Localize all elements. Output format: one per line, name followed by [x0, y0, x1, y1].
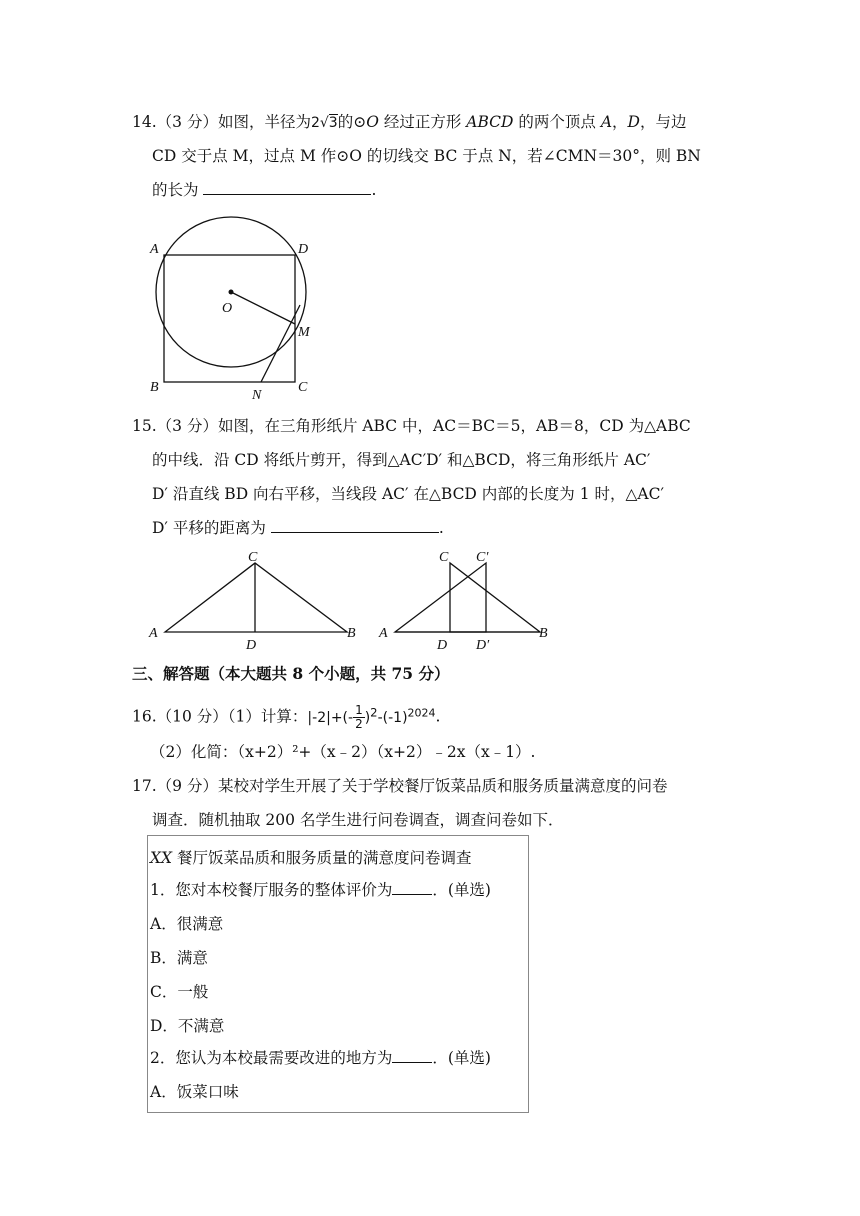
section-3-heading: 三、解答题（本大题共 8 个小题，共 75 分）: [132, 664, 450, 683]
q14-text-rest1: 经过正方形: [378, 113, 467, 131]
radius-expression: [311, 114, 338, 131]
q15-figure-2: [375, 545, 575, 655]
q14-line2: CD 交于点 M，过点 M 作⊙O 的切线交 BC 于点 N，若∠CMN＝30°，则 BN: [152, 147, 701, 165]
label-n: N: [252, 388, 262, 400]
label-o: O: [222, 301, 233, 316]
fig2-label-c-prime: C′: [476, 550, 489, 565]
center-dot: [229, 290, 234, 295]
q14-line1: [132, 112, 687, 133]
q15-line4: [152, 518, 444, 538]
q15-line3: D′ 沿直线 BD 向右平移，当线段 AC′ 在△BCD 内部的长度为 1 时，△AC′: [152, 485, 664, 503]
survey-q1: [150, 880, 491, 900]
radius-root: 3: [328, 115, 338, 131]
label-a: A: [150, 242, 159, 257]
q15-line1: 15.（3 分）如图，在三角形纸片 ABC 中，AC＝BC＝5，AB＝8，CD 为△ABC: [132, 417, 691, 435]
triangle-ac2d2: [395, 563, 486, 632]
fraction-half: [353, 704, 365, 731]
q16-expression: [307, 703, 436, 732]
q14-period: .: [371, 181, 377, 199]
survey-q1-blank[interactable]: [392, 880, 432, 895]
exp-2: 2: [370, 705, 378, 719]
survey-title-text: 餐厅饭菜品质和服务质量的满意度问卷调查: [172, 849, 472, 867]
square-abcd: [164, 255, 295, 382]
fig1-label-a: A: [149, 626, 158, 641]
fig2-label-d: D: [437, 638, 448, 653]
fig1-label-d: D: [246, 638, 257, 653]
radius-coef: 2: [310, 115, 320, 131]
label-m: M: [298, 325, 310, 340]
fig1-label-b: B: [347, 626, 356, 641]
q14-comma: ，: [612, 113, 628, 131]
survey-q2-text: 2．您认为本校最需要改进的地方为: [150, 1049, 393, 1067]
q14-text-mid: 的⊙: [337, 113, 367, 131]
q14-answer-blank[interactable]: [203, 180, 371, 195]
survey-title-xx: XX: [150, 849, 173, 867]
triangle-abc: [165, 563, 347, 632]
survey-box: [147, 835, 529, 1113]
q14-answer-prompt: 的长为: [152, 181, 199, 199]
survey-opt-a: A．很满意: [150, 915, 224, 933]
survey-opt-c: C．一般: [150, 983, 209, 1001]
fig2-label-b: B: [539, 626, 548, 641]
fig2-label-c: C: [439, 550, 449, 565]
survey-q2-suffix: ．(单选): [432, 1049, 491, 1067]
survey-opt-b: B．满意: [150, 949, 208, 967]
label-d: D: [298, 242, 309, 257]
q15-period: .: [438, 519, 444, 537]
expr-minus: -(-1): [377, 709, 408, 726]
q15-figure-1: [145, 545, 365, 655]
q14-circle-o: O: [366, 113, 379, 131]
fig1-label-c: C: [248, 550, 258, 565]
survey-q2-opt-a: A．饭菜口味: [150, 1083, 239, 1101]
fig2-label-d-prime: D′: [476, 638, 490, 653]
q16-period: .: [435, 707, 441, 726]
expr-abs: |-2|+(-: [307, 709, 354, 726]
sqrt-symbol: √: [319, 115, 329, 131]
triangle-bcd: [450, 563, 540, 632]
survey-q2-blank[interactable]: [392, 1048, 432, 1063]
q16-line2: （2）化简：（x+2）²+（x﹣2）（x+2）﹣2x（x﹣1）.: [150, 743, 536, 761]
label-c: C: [298, 380, 308, 395]
survey-title: [150, 848, 472, 868]
survey-q2: [150, 1048, 491, 1068]
expr-close: ): [364, 709, 371, 726]
q14-point-d: D: [627, 113, 640, 131]
q15-answer-prompt: D′ 平移的距离为: [152, 519, 266, 537]
q14-text-rest3: ，与边: [639, 113, 687, 131]
label-b: B: [150, 380, 159, 395]
frac-numerator: 1: [355, 703, 363, 718]
q14-figure: [140, 210, 340, 400]
radius-om: [231, 292, 295, 324]
q16-prompt: 16.（10 分）（1）计算：: [132, 707, 308, 726]
q14-square-name: ABCD: [466, 113, 514, 131]
survey-opt-d: D．不满意: [150, 1017, 225, 1035]
q14-text-prefix: 14.（3 分）如图，半径为: [132, 113, 311, 131]
fig2-label-a: A: [379, 626, 388, 641]
q17-line1: 17.（9 分）某校对学生开展了关于学校餐厅饭菜品质和服务质量满意度的问卷: [132, 777, 668, 795]
q15-line2: 的中线．沿 CD 将纸片剪开，得到△AC′D′ 和△BCD，将三角形纸片 AC′: [152, 451, 651, 469]
q17-line2: 调查．随机抽取 200 名学生进行问卷调查，调查问卷如下．: [152, 811, 564, 829]
q14-line3: [152, 180, 376, 200]
exp-2024: 2024: [407, 706, 436, 719]
q15-answer-blank[interactable]: [271, 518, 439, 533]
q16-line1: [132, 702, 440, 732]
survey-q1-text: 1．您对本校餐厅服务的整体评价为: [150, 881, 393, 899]
q14-point-a: A: [600, 113, 613, 131]
survey-q1-suffix: ．(单选): [432, 881, 491, 899]
frac-denominator: 2: [355, 717, 363, 732]
q14-text-rest2: 的两个顶点: [513, 113, 601, 131]
